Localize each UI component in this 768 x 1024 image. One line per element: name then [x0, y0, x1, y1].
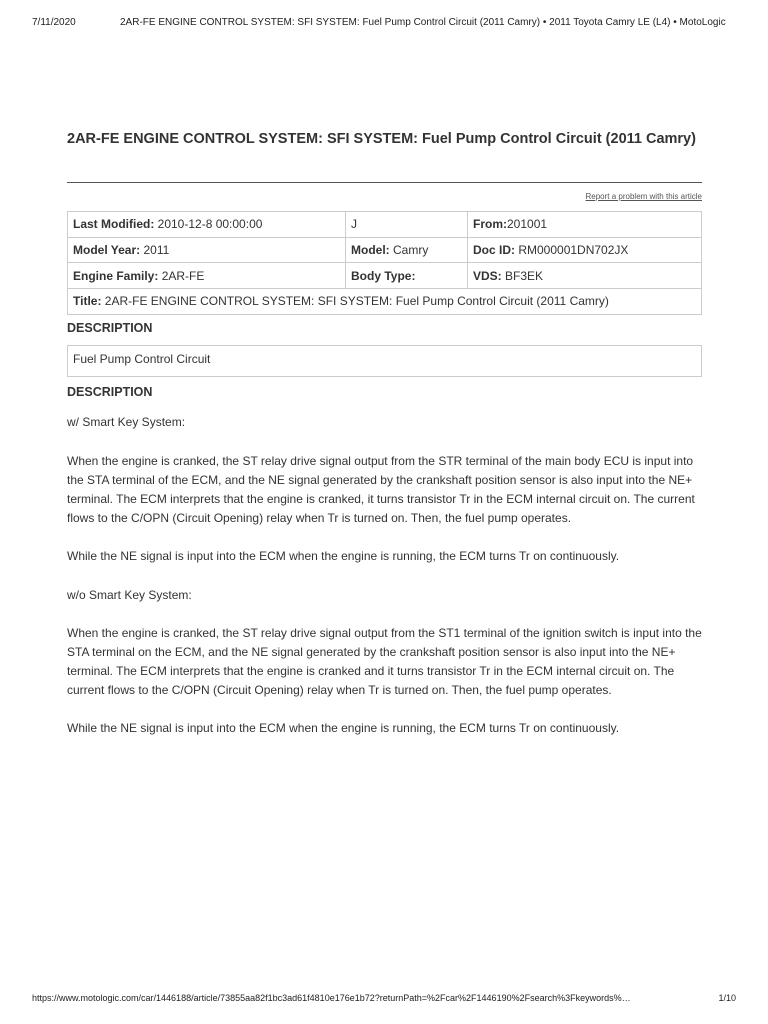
body-paragraph: While the NE signal is input into the ECM when the engine is running, the ECM turns Tr on continuously.	[67, 549, 620, 563]
table-row	[68, 289, 702, 315]
last-modified-value: 2010-12-8 00:00:00	[154, 217, 263, 232]
table-row	[68, 212, 702, 238]
table-row	[68, 237, 702, 263]
print-footer	[32, 993, 736, 1003]
from-label: From:	[473, 217, 507, 232]
from-value: 201001	[507, 217, 548, 232]
model-year-cell	[68, 237, 346, 263]
title-label: Title:	[73, 294, 102, 309]
engine-family-value: 2AR-FE	[158, 268, 205, 283]
code-value: J	[351, 217, 357, 232]
report-problem-link[interactable]: Report a problem with this article	[585, 192, 702, 201]
doc-id-cell	[468, 237, 702, 263]
model-label: Model:	[351, 243, 390, 258]
title-value: 2AR-FE ENGINE CONTROL SYSTEM: SFI SYSTEM: Fuel Pump Control Circuit (2011 Camry)	[101, 294, 609, 309]
model-year-value: 2011	[140, 243, 170, 258]
description-heading: DESCRIPTION	[67, 385, 153, 399]
title-divider	[67, 182, 702, 183]
body-paragraph: w/ Smart Key System:	[67, 415, 186, 429]
title-cell	[68, 289, 702, 315]
last-modified-cell	[68, 212, 346, 238]
doc-id-label: Doc ID:	[473, 243, 515, 258]
model-value: Camry	[389, 243, 429, 258]
print-url: https://www.motologic.com/car/1446188/article/73855aa82f1bc3ad61f4810e176e1b72?returnPath=%2Fcar%2F1446190%2Fsearch%3Fkeywords%…	[32, 993, 631, 1003]
print-document-title: 2AR-FE ENGINE CONTROL SYSTEM: SFI SYSTEM: Fuel Pump Control Circuit (2011 Camry) • 2011 Toyota Camry LE (L4) • MotoLogic	[120, 17, 726, 28]
vds-value: BF3EK	[501, 268, 544, 283]
body-paragraph: When the engine is cranked, the ST relay drive signal output from the ST1 terminal of the ignition switch is input into the STA terminal on the ECM, and the NE signal generated by the crankshaft position sensor is also input into the NE+ terminal. The ECM interprets that the engine is cranked and it turns transistor Tr in the ECM internal circuit on. The current flows to the C/OPN (Circuit Opening) relay when Tr is turned on. Then, the fuel pump operates.	[67, 626, 702, 697]
from-cell	[468, 212, 702, 238]
body-type-cell	[346, 263, 468, 289]
body-type-label: Body Type:	[351, 268, 416, 283]
body-paragraph: While the NE signal is input into the ECM when the engine is running, the ECM turns Tr on continuously.	[67, 721, 620, 735]
description-heading: DESCRIPTION	[67, 321, 153, 335]
print-date: 7/11/2020	[32, 17, 76, 28]
last-modified-label: Last Modified:	[73, 217, 155, 232]
engine-family-cell	[68, 263, 346, 289]
table-row	[68, 263, 702, 289]
code-cell	[346, 212, 468, 238]
vds-label: VDS:	[473, 268, 502, 283]
article-metadata-table	[67, 211, 702, 315]
print-header	[32, 17, 736, 28]
body-paragraph: w/o Smart Key System:	[67, 588, 192, 602]
model-year-label: Model Year:	[73, 243, 141, 258]
model-cell	[346, 237, 468, 263]
vds-cell	[468, 263, 702, 289]
engine-family-label: Engine Family:	[73, 268, 159, 283]
page-number: 1/10	[718, 993, 736, 1003]
description-box: Fuel Pump Control Circuit	[67, 345, 702, 377]
doc-id-value: RM000001DN702JX	[515, 243, 629, 258]
body-paragraph: When the engine is cranked, the ST relay drive signal output from the STR terminal of the main body ECU is input into the STA terminal of the ECM, and the NE signal generated by the crankshaft position sensor is also input into the NE+ terminal. The ECM interprets that the engine is cranked, it turns transistor Tr in the ECM internal circuit on. The current flows to the C/OPN (Circuit Opening) relay when Tr is turned on. Then, the fuel pump operates.	[67, 454, 695, 525]
article-title: 2AR-FE ENGINE CONTROL SYSTEM: SFI SYSTEM: Fuel Pump Control Circuit (2011 Camry)	[67, 131, 696, 147]
